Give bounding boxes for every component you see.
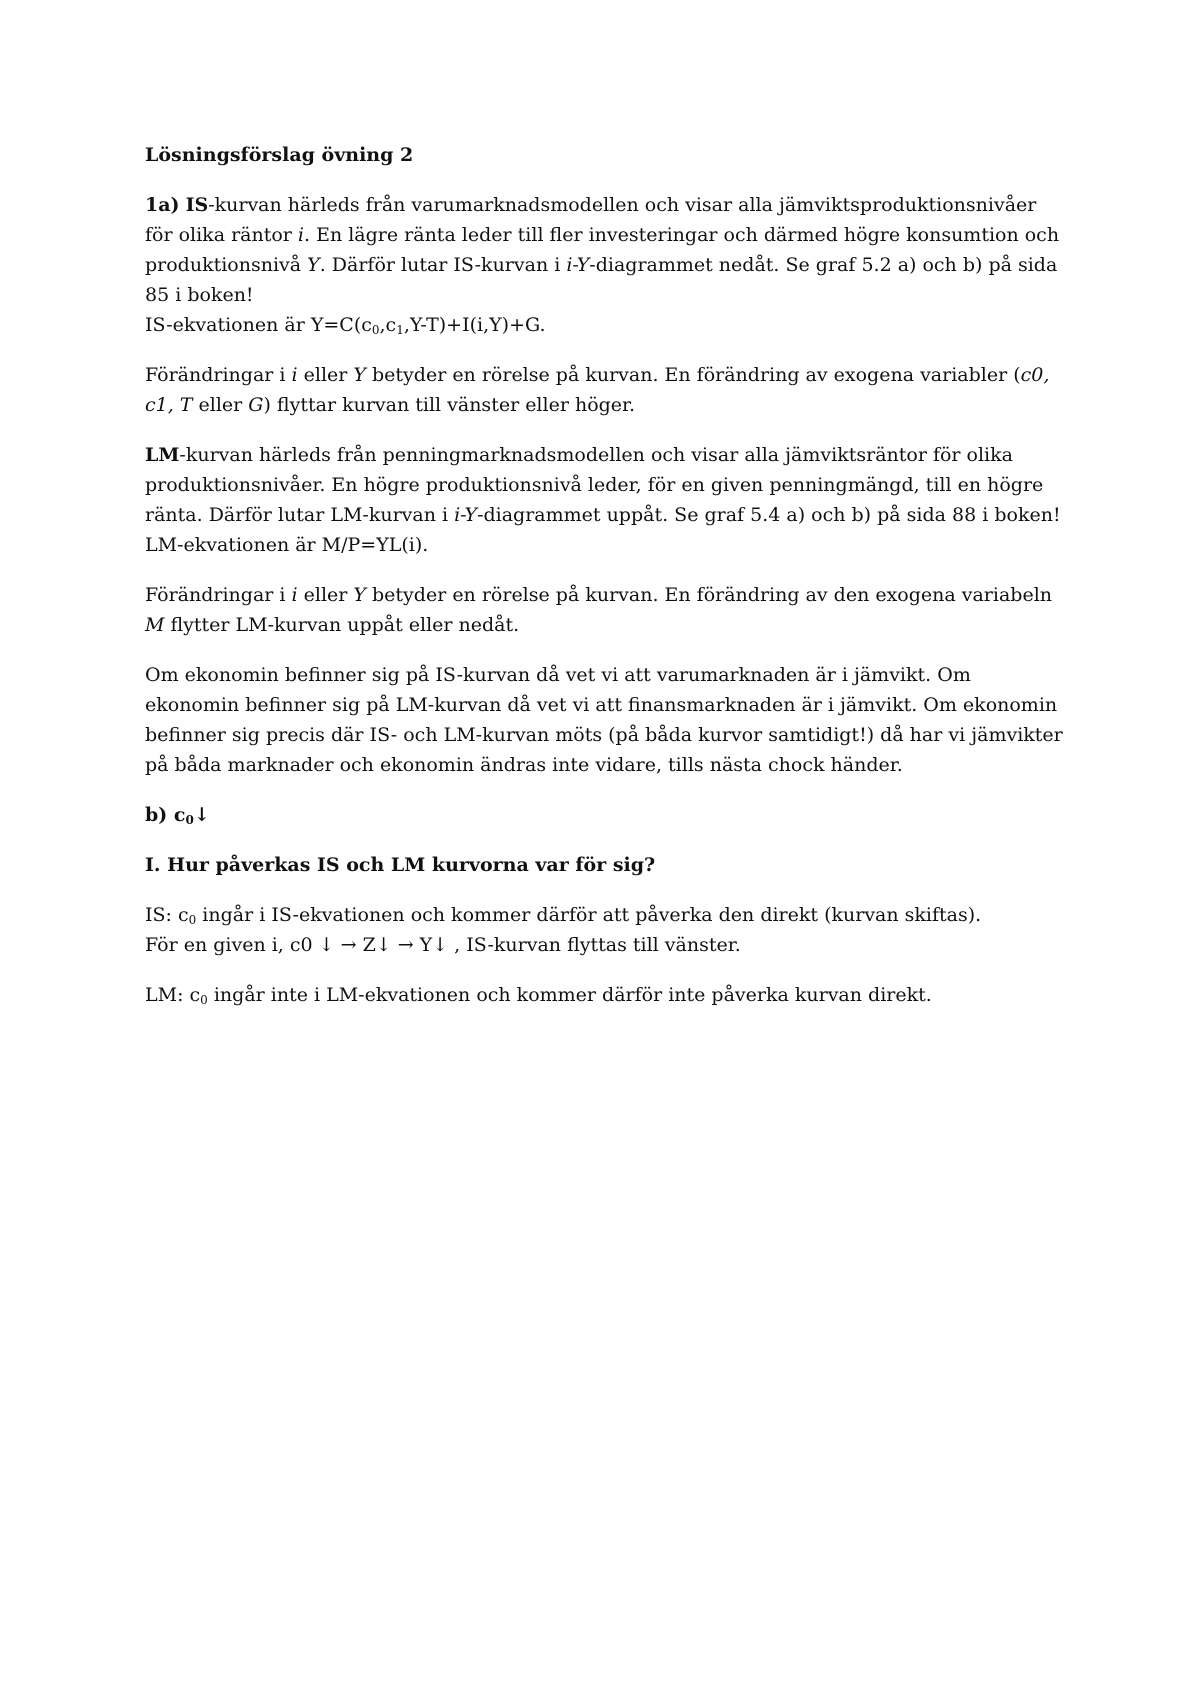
subscript-0: 0 — [200, 993, 208, 1007]
paragraph-1a — [145, 190, 1065, 340]
text-span: betyder en rörelse på kurvan. En förändring av den exogena variabeln — [365, 584, 1053, 606]
paragraph-is-effect — [145, 900, 1065, 960]
paragraph-lm — [145, 440, 1065, 560]
down-arrow-icon: ↓ — [193, 804, 210, 826]
text-span: eller — [297, 364, 354, 386]
text-span: -kurvan härleds från varumarknadsmodellen och visar alla jämviktsproduktionsnivåer för olika räntor — [145, 194, 1037, 246]
question-heading: I. Hur påverkas IS och LM kurvorna var för sig? — [145, 854, 656, 876]
var-M: M — [145, 614, 165, 636]
lm-keyword: LM — [145, 444, 180, 466]
var-Y: Y — [353, 584, 366, 606]
text-span: Förändringar i — [145, 584, 292, 606]
document-title: Lösningsförslag övning 2 — [145, 144, 414, 166]
var-G: G — [248, 394, 264, 416]
paragraph-lm-changes — [145, 580, 1065, 640]
lm-equation: LM-ekvationen är M/P=YL(i). — [145, 534, 429, 556]
subscript-0: 0 — [188, 913, 197, 927]
var-i: i — [297, 224, 304, 246]
var-iY: i-Y — [566, 254, 590, 276]
text-span: Förändringar i — [145, 364, 292, 386]
text-span: eller — [297, 584, 354, 606]
is-chain-line: För en given i, c0 ↓ → Z↓ → Y↓ , IS-kurvan flyttas till vänster. — [145, 934, 741, 956]
var-Y: Y — [353, 364, 366, 386]
var-iY: i-Y — [454, 504, 478, 526]
text-span: . Därför lutar IS-kurvan i — [319, 254, 567, 276]
section-label-b — [145, 800, 1065, 830]
text-span: ingår i IS-ekvationen och kommer därför att påverka den direkt (kurvan skiftas). — [196, 904, 982, 926]
subscript-0: 0 — [185, 813, 194, 827]
text-span: -diagrammet uppåt. Se graf 5.4 a) och b) på sida 88 i boken! — [477, 504, 1061, 526]
eq-part: IS-ekvationen är Y=C(c — [145, 314, 372, 336]
document-body — [145, 140, 1065, 1030]
is-keyword: IS — [185, 194, 209, 216]
eq-part: ,Y-T)+I(i,Y)+G. — [403, 314, 546, 336]
text-span: flytter LM-kurvan uppåt eller nedåt. — [164, 614, 520, 636]
is-equation — [145, 314, 546, 336]
text-span: -kurvan härleds från penningmarknadsmodellen och visar alla jämviktsräntor för olika produktionsnivåer. En högre produktionsnivå leder, för en given penningmängd, till en högre ränta. Därför lutar LM-kurvan i — [145, 444, 1044, 526]
text-span: ) flyttar kurvan till vänster eller höger. — [263, 394, 636, 416]
text-span: betyder en rörelse på kurvan. En förändring av exogena variabler ( — [365, 364, 1021, 386]
text-span: LM: c — [145, 984, 201, 1006]
paragraph-lm-effect — [145, 980, 1065, 1010]
label-text: b) c — [145, 804, 186, 826]
var-i: i — [291, 364, 298, 386]
section-label-1a: 1a) — [145, 194, 180, 216]
exogenous-vars: c0, c1, T — [145, 364, 1050, 416]
eq-part: ,c — [379, 314, 397, 336]
var-Y: Y — [307, 254, 320, 276]
text-span: ingår inte i LM-ekvationen och kommer därför inte påverka kurvan direkt. — [207, 984, 932, 1006]
paragraph-equilibrium: Om ekonomin befinner sig på IS-kurvan då vet vi att varumarknaden är i jämvikt. Om ekonomin befinner sig på LM-kurvan då vet vi att finansmarknaden är i jämvikt. Om ekonomin befinner sig precis där IS- och LM-kurvan möts (på båda kurvor samtidigt!) då har vi jämvikter på båda marknader och ekonomin ändras inte vidare, tills nästa chock händer. — [145, 664, 1063, 776]
eq-subscript-0: 0 — [371, 323, 380, 337]
text-span: IS: c — [145, 904, 189, 926]
text-span: eller — [192, 394, 249, 416]
text-span: -diagrammet nedåt. Se graf 5.2 a) och b) på sida 85 i boken! — [145, 254, 1058, 306]
paragraph-is-changes — [145, 360, 1065, 420]
text-span: . En lägre ränta leder till fler investeringar och därmed högre konsumtion och produktionsnivå — [145, 224, 1060, 276]
eq-subscript-1: 1 — [396, 323, 404, 337]
var-i: i — [291, 584, 298, 606]
